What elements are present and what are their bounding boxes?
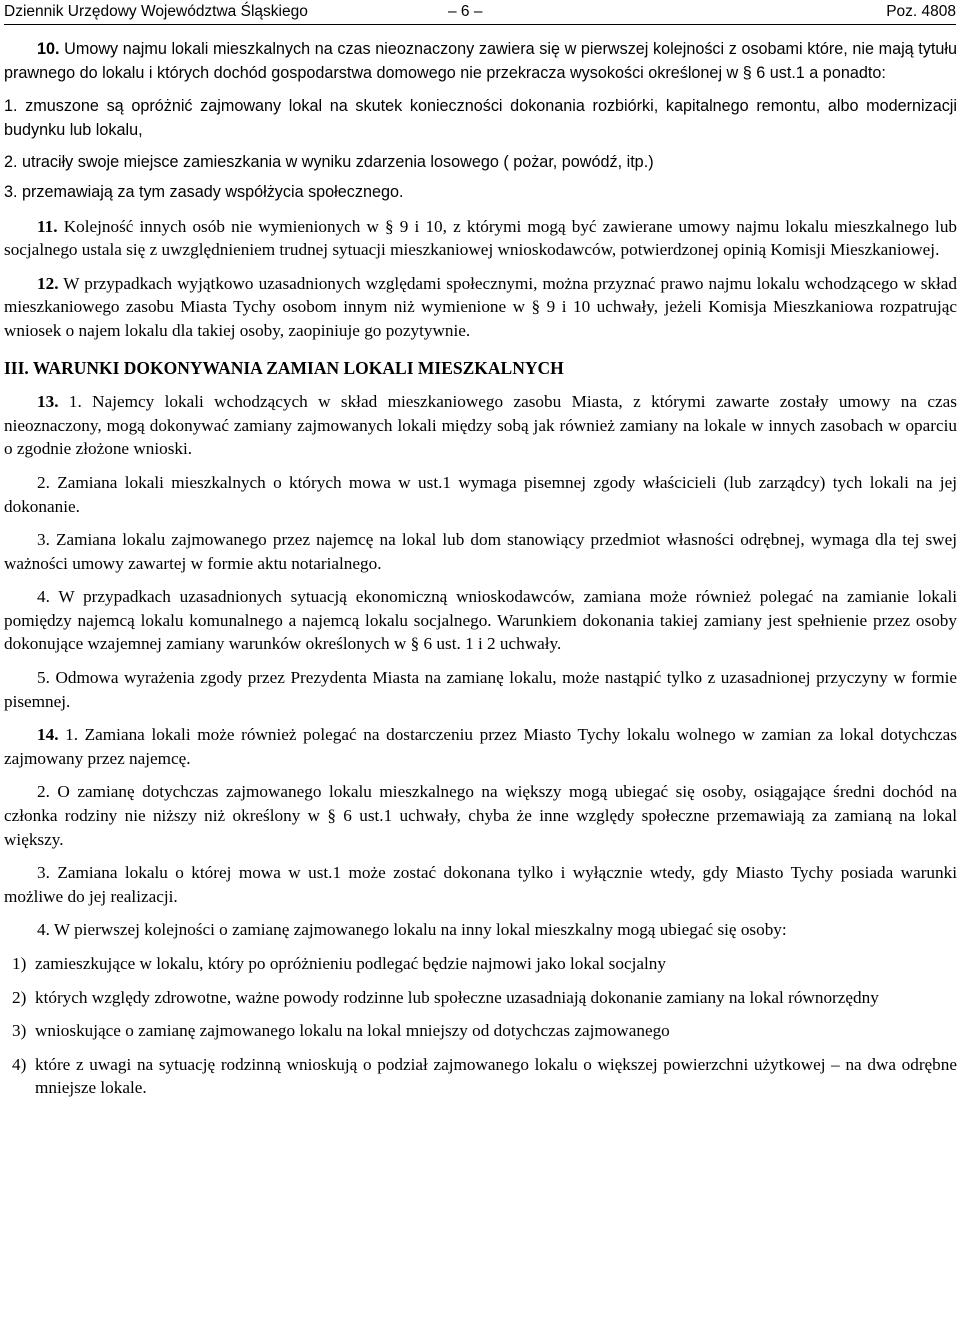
section-14-list-item — [4, 986, 957, 1010]
list-item-number: 4) — [12, 1054, 27, 1074]
list-item-text: wnioskujące o zamianę zajmowanego lokalu na lokal mniejszy od dotychczas zajmowanego — [35, 1021, 670, 1041]
section-13-para-4: 4. W przypadkach uzasadnionych sytuacją ekonomiczną wnioskodawców, zamiana może również polegać na zamianie lokali pomiędzy najemcą lokalu komunalnego a najemcą lokalu socjalnego. Warunkiem dokonania takiej zamiany jest spełnienie przez osoby dokonujące wzajemnej zamiany warunków określonych w § 6 ust. 1 i 2 uchwały. — [4, 587, 957, 654]
section-13-para-5: 5. Odmowa wyrażenia zgody przez Prezydenta Miasta na zamianę lokalu, może nastąpić tylko z uzasadnionej przyczyny w formie pisemnej. — [4, 668, 957, 711]
section-14-para-2: 2. O zamianę dotychczas zajmowanego lokalu mieszkalnego na większy mogą ubiegać się osoby, osiągające średni dochód na członka rodziny nie niższy niż określony w § 6 ust.1 uchwały, chyba że inne względy społeczne przemawiają za zamianą na lokal większy. — [4, 782, 957, 849]
section-10-label: 10. — [37, 40, 60, 58]
section-11-text: Kolejność innych osób nie wymienionych w § 9 i 10, z którymi mogą być zawierane umowy najmu lokalu mieszkalnego lub socjalnego ustala się z uwzględnieniem trudnej sytuacji mieszkaniowej wnioskodawców, potwierdzonej opinią Komisji Mieszkaniowej. — [4, 216, 958, 260]
section-10-text: Umowy najmu lokali mieszkalnych na czas nieoznaczony zawiera się w pierwszej kolejności z osobami które, nie mają tytułu prawnego do lokalu i których dochód gospodarstwa domowego nie przekracza wysokości określonej w § 6 ust.1 a ponadto: — [4, 40, 957, 82]
section-10-item-3: 3. przemawiają za tym zasady współżycia społecznego. — [4, 182, 404, 201]
journal-title: Dziennik Urzędowy Województwa Śląskiego — [4, 3, 308, 20]
section-10-item-1: 1. zmuszone są opróżnić zajmowany lokal na skutek konieczności dokonania rozbiórki, kapitalnego remontu, albo modernizacji budynku lub lokalu, — [4, 97, 957, 139]
section-14-text-1: 1. Zamiana lokali może również polegać na dostarczeniu przez Miasto Tychy lokalu wolnego w zamian za lokal dotychczas zajmowany przez najemcę. — [4, 725, 957, 768]
section-13-para-2: 2. Zamiana lokali mieszkalnych o których mowa w ust.1 wymaga pisemnej zgody właścicieli (lub zarządcy) tych lokali na jej dokonanie. — [4, 472, 957, 516]
list-item-number: 1) — [12, 954, 27, 973]
list-item-text: których względy zdrowotne, ważne powody rodzinne lub społeczne uzasadniają dokonanie zamiany na lokal równorzędny — [35, 987, 879, 1007]
section-14-list-item — [4, 952, 957, 976]
section-14-list-item — [4, 1019, 957, 1043]
section-14-list-item — [4, 1053, 957, 1100]
section-12 — [4, 272, 957, 343]
list-item-text: które z uwagi na sytuację rodzinną wnioskują o podział zajmowanego lokalu o większej powierzchni użytkowej – na dwa odrębne mniejsze lokale. — [35, 1054, 957, 1098]
section-13-para-1 — [4, 390, 957, 461]
list-item-text: zamieszkujące w lokalu, który po opróżnieniu podlegać będzie najmowi jako lokal socjalny — [35, 954, 666, 973]
section-14-para-3: 3. Zamiana lokalu o której mowa w ust.1 może zostać dokonana tylko i wyłącznie wtedy, gdy Miasto Tychy posiada warunki możliwe do jej realizacji. — [4, 863, 957, 906]
list-item-number: 2) — [12, 987, 27, 1007]
document-body — [4, 38, 957, 1100]
section-11 — [4, 215, 957, 262]
section-14-label: 14. — [37, 725, 59, 745]
chapter-heading: III. WARUNKI DOKONYWANIA ZAMIAN LOKALI MIESZKALNYCH — [4, 357, 564, 378]
section-13-label: 13. — [37, 392, 59, 412]
section-13-text-1: 1. Najemcy lokali wchodzących w skład mieszkaniowego zasobu Miasta, z którymi zawarte zostały umowy na czas nieoznaczony, mogą dokonywać zamiany zajmowanych lokali między sobą jak również zamiany na lokale w innych zasobach w oparciu o zgodnie złożone wnioski. — [4, 392, 957, 459]
section-10-item-2: 2. utraciły swoje miejsce zamieszkania w wyniku zdarzenia losowego ( pożar, powódź, itp.) — [4, 153, 654, 172]
list-item-number: 3) — [12, 1021, 27, 1041]
section-12-text: W przypadkach wyjątkowo uzasadnionych względami społecznymi, można przyznać prawo najmu lokalu wchodzącego w skład mieszkaniowego zasobu Miasta Tychy osobom innym niż wymienione w § 9 i 10 uchwały, jeżeli Komisja Mieszkaniowa rozpatrując wniosek o najem lokalu dla takiej osoby, zaopiniuje go pozytywnie. — [4, 273, 957, 340]
section-11-label: 11. — [37, 216, 58, 236]
page-header — [4, 0, 956, 25]
section-12-label: 12. — [37, 273, 59, 293]
section-14-para-4: 4. W pierwszej kolejności o zamianę zajmowanego lokalu na inny lokal mieszkalny mogą ubiegać się osoby: — [37, 920, 787, 940]
section-10 — [4, 38, 957, 85]
page-number: – 6 – — [448, 3, 483, 20]
section-14-para-1 — [4, 723, 957, 770]
section-13-para-3: 3. Zamiana lokalu zajmowanego przez najemcę na lokal lub dom stanowiący przedmiot własności odrębnej, wymaga dla tej swej ważności umowy zawartej w formie aktu notarialnego. — [4, 530, 957, 573]
position-number: Poz. 4808 — [886, 3, 956, 20]
